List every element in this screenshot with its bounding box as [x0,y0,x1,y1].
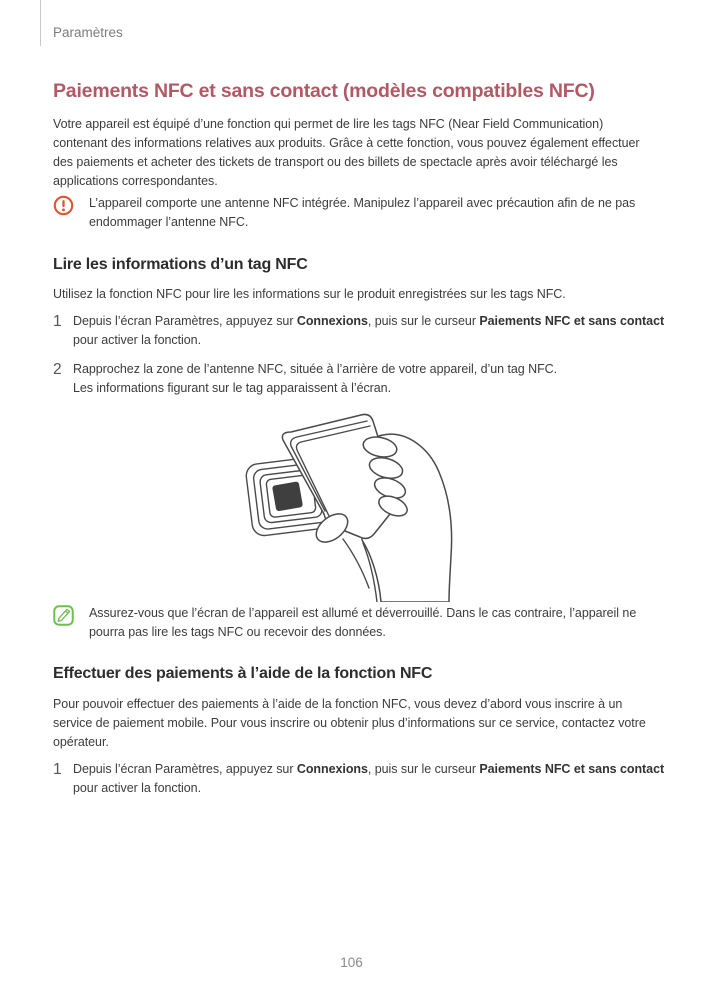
step-text-segment: , puis sur le curseur [367,762,480,776]
step-text-bold: Paiements NFC et sans contact [479,762,665,776]
note-admonition [53,604,664,642]
warning-admonition [53,194,664,232]
warning-text: L’appareil comporte une antenne NFC intégrée. Manipulez l’appareil avec précaution afin de ne pas endommager l’antenne NFC. [89,196,636,229]
step-text-bold: Connexions [296,762,368,776]
nfc-chip-square [272,481,303,511]
step-text-segment: Depuis l’écran Paramètres, appuyez sur [73,762,297,776]
step-number: 1 [53,313,62,330]
steps-read-list [53,312,668,408]
list-item [53,312,668,350]
page-number: 106 [340,955,363,970]
step-text-segment: pour activer la fonction. [73,781,201,795]
step-text-bold: Paiements NFC et sans contact [479,314,665,328]
step-result-line: Les informations figurant sur le tag apparaissent à l’écran. [73,381,392,395]
step-text [73,312,668,350]
step-number: 2 [53,361,62,378]
step-text-bold: Connexions [296,314,368,328]
section-heading-pay: Effectuer des paiements à l’aide de la fonction NFC [53,665,433,682]
intro-paragraph: Votre appareil est équipé d’une fonction qui permet de lire les tags NFC (Near Field Communication) contenant des informations relatives aux produits. Grâce à cette fonction, vous pouvez également effectuer des paiements et acheter des tickets de transport ou des billets de spectacle après avoir téléchargé les applications correspondantes. [53,117,640,188]
steps-pay-list [53,760,668,808]
page-title: Paiements NFC et sans contact (modèles compatibles NFC) [53,80,595,102]
step-text-segment: pour activer la fonction. [73,333,201,347]
header-rule [40,0,41,46]
step-text-segment: , puis sur le curseur [367,314,480,328]
section-read-intro: Utilisez la fonction NFC pour lire les informations sur le produit enregistrées sur les tags NFC. [53,287,566,301]
section-pay-intro: Pour pouvoir effectuer des paiements à l’aide de la fonction NFC, vous devez d’abord vous inscrire à un service de paiement mobile. Pour vous inscrire ou obtenir plus d’informations sur ce service, contactez votre opérateur. [53,697,646,749]
note-text: Assurez-vous que l’écran de l’appareil est allumé et déverrouillé. Dans le cas contraire, l’appareil ne pourra pas lire les tags NFC ou recevoir des données. [89,606,637,639]
note-pencil-icon [53,605,74,626]
running-header: Paramètres [53,25,123,40]
nfc-scan-illustration [221,406,483,602]
step-text-segment: Depuis l’écran Paramètres, appuyez sur [73,314,297,328]
section-heading-read: Lire les informations d’un tag NFC [53,256,308,273]
step-text [73,360,668,398]
step-text-line: Rapprochez la zone de l’antenne NFC, située à l’arrière de votre appareil, d’un tag NFC. [73,362,558,376]
step-text [73,760,668,798]
step-number: 1 [53,761,62,778]
list-item [53,760,668,798]
list-item [53,360,668,398]
warning-circle-icon [53,195,74,216]
